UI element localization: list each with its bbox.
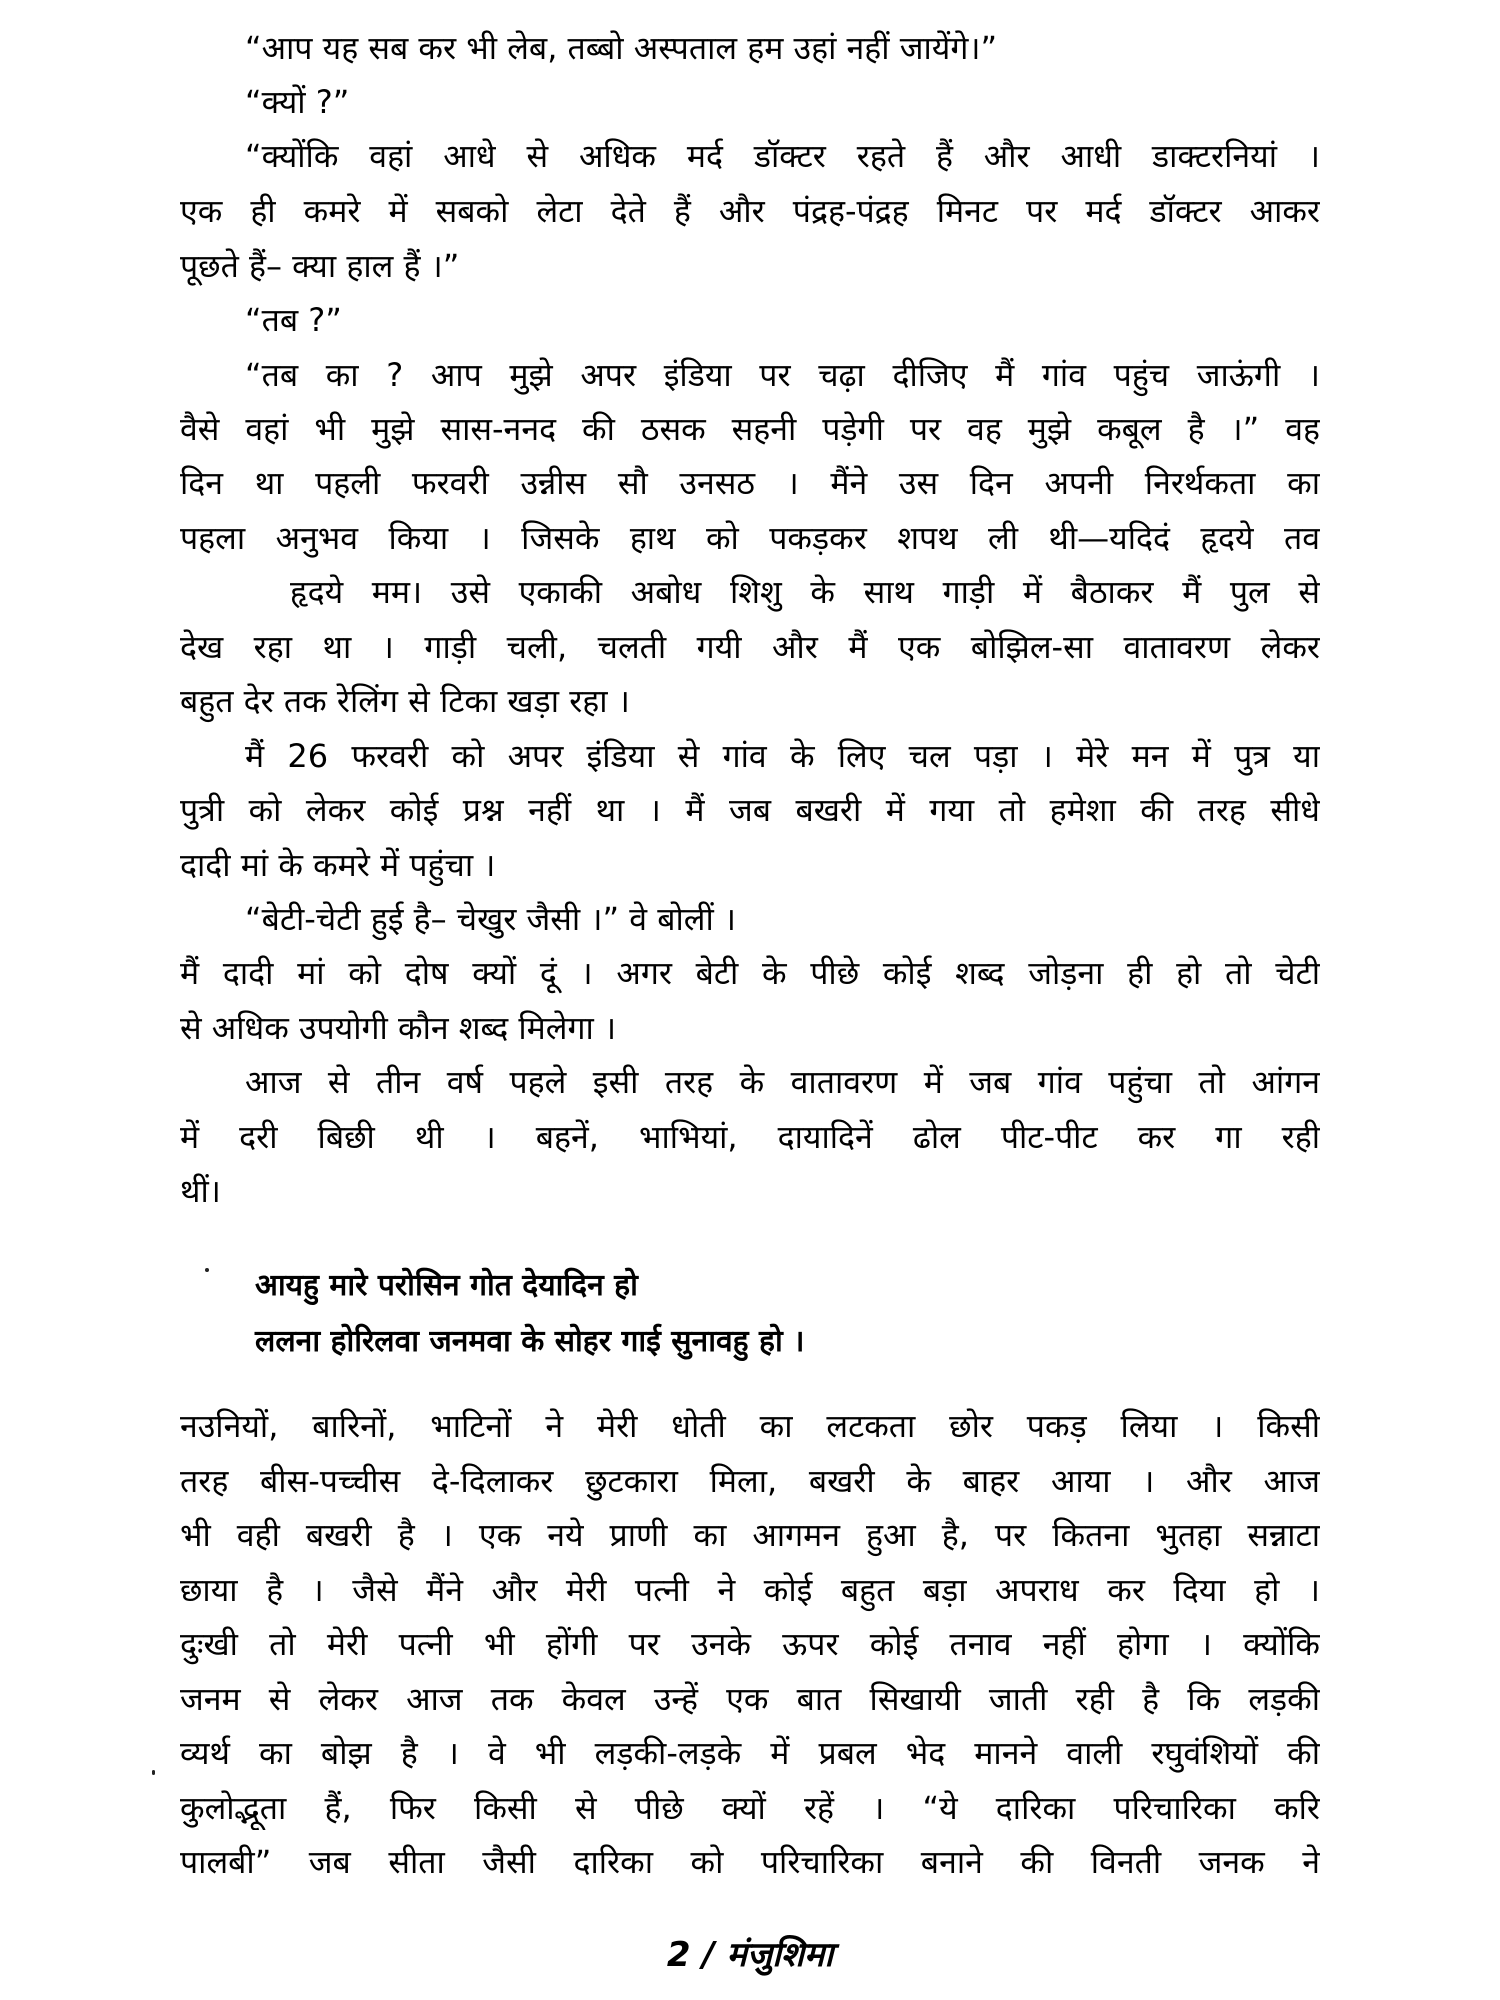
- text-line: नउनियों, बारिनों, भाटिनों ने मेरी धोती का लटकता छोर पकड़ लिया । किसी: [180, 1407, 1320, 1445]
- text-line: तरह बीस-पच्चीस दे-दिलाकर छुटकारा मिला, बखरी के बाहर आया । और आज: [180, 1462, 1320, 1500]
- text-line: जनम से लेकर आज तक केवल उन्हें एक बात सिखायी जाती रही है कि लड़की: [180, 1680, 1320, 1718]
- text-line: देख रहा था । गाड़ी चली, चलती गयी और मैं एक बोझिल-सा वातावरण लेकर: [180, 628, 1320, 666]
- poem-line: ललना होरिलवा जनमवा के सोहर गाई सुनावहु हो ।: [255, 1324, 805, 1359]
- text-line: “आप यह सब कर भी लेब, तब्बो अस्पताल हम उहां नहीं जायेंगे।”: [245, 29, 998, 67]
- text-line: “तब ?”: [245, 301, 342, 339]
- text-line: बहुत देर तक रेलिंग से टिका खड़ा रहा ।: [180, 682, 630, 720]
- text-line: “तब का ? आप मुझे अपर इंडिया पर चढ़ा दीजिए मैं गांव पहुंच जाऊंगी ।: [245, 356, 1320, 394]
- text-line: दुःखी तो मेरी पत्नी भी होंगी पर उनके ऊपर कोई तनाव नहीं होगा । क्योंकि: [180, 1625, 1320, 1663]
- text-line: आज से तीन वर्ष पहले इसी तरह के वातावरण में जब गांव पहुंचा तो आंगन: [245, 1063, 1320, 1101]
- text-line: “क्योंकि वहां आधे से अधिक मर्द डॉक्टर रहते हैं और आधी डाक्टरनियां ।: [245, 137, 1320, 175]
- text-line: दादी मां के कमरे में पहुंचा ।: [180, 846, 496, 884]
- text-line: से अधिक उपयोगी कौन शब्द मिलेगा ।: [180, 1009, 617, 1047]
- text-line: हृदये मम। उसे एकाकी अबोध शिशु के साथ गाड़ी में बैठाकर मैं पुल से: [290, 573, 1320, 611]
- page-footer: 2 / मंजुशिमा: [666, 1935, 834, 1975]
- text-line: में दरी बिछी थी । बहनें, भाभियां, दायादिनें ढोल पीट-पीट कर गा रही: [180, 1118, 1320, 1156]
- text-line: पहला अनुभव किया । जिसके हाथ को पकड़कर शपथ ली थी—यदिदं हृदये तव: [180, 519, 1320, 557]
- text-line: मैं दादी मां को दोष क्यों दूं । अगर बेटी के पीछे कोई शब्द जोड़ना ही हो तो चेटी: [180, 954, 1320, 992]
- text-line: वैसे वहां भी मुझे सास-ननद की ठसक सहनी पड़ेगी पर वह मुझे कबूल है ।” वह: [180, 410, 1320, 448]
- text-line: “बेटी-चेटी हुई है– चेखुर जैसी ।” वे बोलीं ।: [245, 900, 737, 938]
- text-line: एक ही कमरे में सबको लेटा देते हैं और पंद्रह-पंद्रह मिनट पर मर्द डॉक्टर आकर: [180, 192, 1320, 230]
- text-line: पालबी” जब सीता जैसी दारिका को परिचारिका बनाने की विनती जनक ने: [180, 1843, 1320, 1881]
- text-line: दिन था पहली फरवरी उन्नीस सौ उनसठ । मैंने उस दिन अपनी निरर्थकता का: [180, 464, 1320, 502]
- text-line: छाया है । जैसे मैंने और मेरी पत्नी ने कोई बहुत बड़ा अपराध कर दिया हो ।: [180, 1571, 1320, 1609]
- text-line: कुलोद्भूता हैं, फिर किसी से पीछे क्यों रहें । “ये दारिका परिचारिका करि: [180, 1789, 1320, 1827]
- text-line: पूछते हैं– क्या हाल हैं ।”: [180, 247, 460, 285]
- text-line: थीं।: [180, 1172, 221, 1210]
- speck-mark: [152, 1770, 155, 1775]
- text-line: भी वही बखरी है । एक नये प्राणी का आगमन हुआ है, पर कितना भुतहा सन्नाटा: [180, 1516, 1320, 1554]
- speck-mark: [205, 1268, 209, 1272]
- poem-line: आयहु मारे परोसिन गोत देयादिन हो: [255, 1268, 638, 1303]
- text-line: व्यर्थ का बोझ है । वे भी लड़की-लड़के में प्रबल भेद मानने वाली रघुवंशियों की: [180, 1734, 1320, 1772]
- text-line: मैं 26 फरवरी को अपर इंडिया से गांव के लिए चल पड़ा । मेरे मन में पुत्र या: [245, 737, 1320, 775]
- text-line: “क्यों ?”: [245, 83, 350, 121]
- text-line: पुत्री को लेकर कोई प्रश्न नहीं था । मैं जब बखरी में गया तो हमेशा की तरह सीधे: [180, 791, 1320, 829]
